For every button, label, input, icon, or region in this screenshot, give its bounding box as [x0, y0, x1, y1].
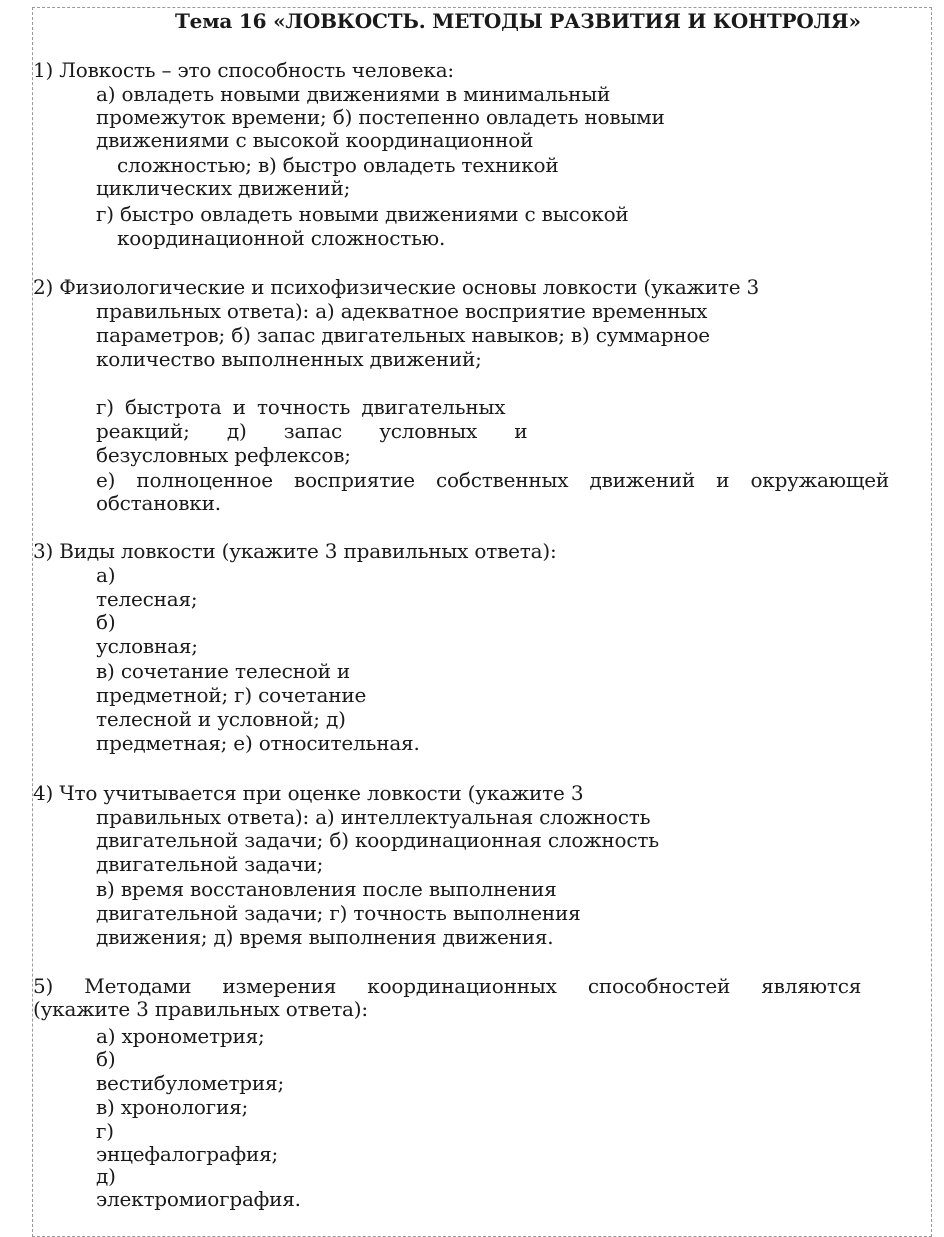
q5-line: д): [96, 1164, 116, 1188]
q2-line: безусловных рефлексов;: [96, 443, 351, 467]
q3-line: телесная;: [96, 587, 198, 611]
q3-line: б): [96, 610, 116, 634]
q4-line: двигательной задачи; б) координационная сложность: [96, 828, 659, 852]
q5-line: энцефалография;: [96, 1142, 279, 1166]
q3-line: предметная; е) относительная.: [96, 731, 420, 755]
q1-line: г) быстро овладеть новыми движениями с высокой: [96, 202, 629, 226]
q2-heading: 2) Физиологические и психофизические основы ловкости (укажите 3: [33, 275, 760, 299]
q1-line: сложностью; в) быстро овладеть техникой: [117, 153, 559, 177]
q4-line: двигательной задачи;: [96, 852, 324, 876]
q5-line: электромиография.: [96, 1187, 301, 1211]
q1-line: циклических движений;: [96, 176, 351, 200]
q5-line: (укажите 3 правильных ответа):: [33, 997, 368, 1021]
q2-line: реакций; д) запас условных и: [96, 419, 528, 443]
q2-line: правильных ответа): а) адекватное восприятие временных: [96, 299, 708, 323]
q3-line: в) сочетание телесной и: [96, 659, 350, 683]
q5-line: б): [96, 1047, 116, 1071]
q3-line: а): [96, 563, 116, 587]
q3-line: телесной и условной; д): [96, 707, 346, 731]
q1-line: движениями с высокой координационной: [96, 128, 534, 152]
q4-line: правильных ответа): а) интеллектуальная сложность: [96, 805, 651, 829]
q2-line: количество выполненных движений;: [96, 347, 482, 371]
q2-line: е) полноценное восприятие собственных движений и окружающей: [96, 468, 890, 492]
q2-line: г) быстрота и точность двигательных: [96, 395, 506, 419]
q2-line: параметров; б) запас двигательных навыков; в) суммарное: [96, 323, 710, 347]
q3-heading: 3) Виды ловкости (укажите 3 правильных ответа):: [33, 539, 557, 563]
q1-heading: 1) Ловкость – это способность человека:: [33, 58, 454, 82]
q5-line: в) хронология;: [96, 1095, 249, 1119]
q2-line: обстановки.: [96, 491, 221, 515]
q5-line: г): [96, 1119, 114, 1143]
q5-line: вестибулометрия;: [96, 1071, 284, 1095]
q5-heading: 5) Методами измерения координационных способностей являются: [33, 974, 862, 998]
q1-line: координационной сложностью.: [117, 226, 446, 250]
q1-line: а) овладеть новыми движениями в минимальный: [96, 82, 611, 106]
q4-line: двигательной задачи; г) точность выполнения: [96, 901, 581, 925]
q3-line: условная;: [96, 634, 198, 658]
q4-line: в) время восстановления после выполнения: [96, 877, 557, 901]
q4-line: движения; д) время выполнения движения.: [96, 925, 554, 949]
q4-heading: 4) Что учитывается при оценке ловкости (укажите 3: [33, 781, 584, 805]
q1-line: промежуток времени; б) постепенно овладеть новыми: [96, 105, 665, 129]
q5-line: а) хронометрия;: [96, 1024, 265, 1048]
q3-line: предметной; г) сочетание: [96, 683, 367, 707]
document-title: Тема 16 «ЛОВКОСТЬ. МЕТОДЫ РАЗВИТИЯ И КОНТРОЛЯ»: [175, 9, 861, 33]
